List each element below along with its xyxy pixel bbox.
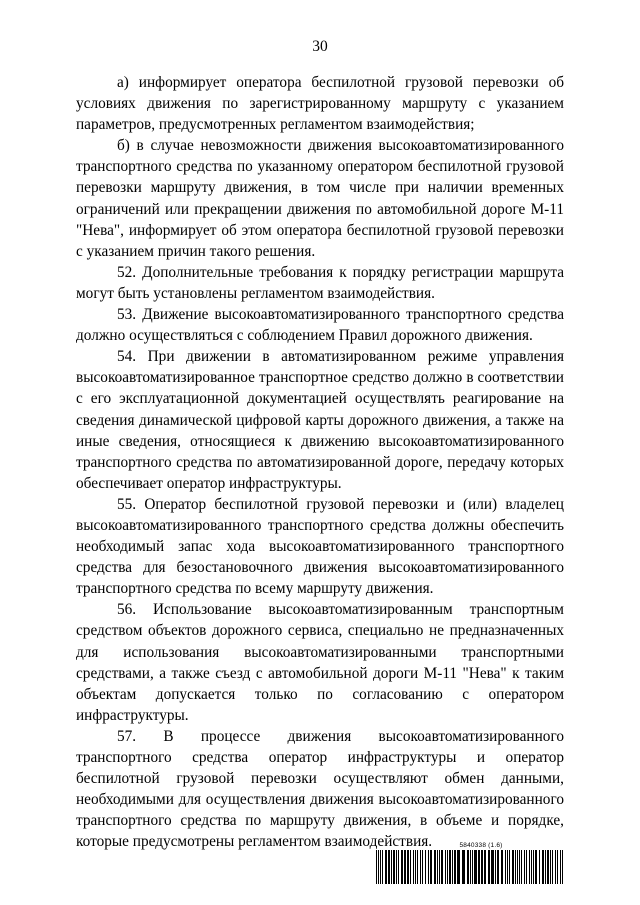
paragraph-56: 56. Использование высокоавтоматизированным транспортным средством объектов дорожного сервиса, специально не предназначенных для использования высокоавтоматизированными транспортными средствами, а также съезд с автомобильной дороги М-11 "Нева" к таким объектам допускается только по согласованию с оператором инфраструктуры. <box>76 601 564 724</box>
paragraph-b: б) в случае невозможности движения высокоавтоматизированного транспортного средства по указанному оператором беспилотной грузовой перевозки маршруту движения, в том числе при наличии временных ограничений или прекращении движения по автомобильной дороге М-11 "Нева", информирует об этом оператора беспилотной грузовой перевозки с указанием причин такого решения. <box>76 137 564 260</box>
paragraph-a: а) информирует оператора беспилотной грузовой перевозки об условиях движения по зарегистрированному маршруту с указанием параметров, предусмотренных регламентом взаимодействия; <box>76 74 564 134</box>
page-number: 30 <box>312 38 328 55</box>
paragraph-57: 57. В процессе движения высокоавтоматизированного транспортного средства оператор инфраструктуры и оператор беспилотной грузовой перевозки осуществляют обмен данными, необходимыми для осуществления движения высокоавтоматизированного транспортного средства по маршруту движения, в объеме и порядке, которые предусмотрены регламентом взаимодействия. <box>76 727 564 851</box>
paragraph-55: 55. Оператор беспилотной грузовой перевозки и (или) владелец высокоавтоматизированного транспортного средства должны обеспечить необходимый запас хода высокоавтоматизированного транспортного средства для безостановочного движения высокоавтоматизированного транспортного средства по всему маршруту движения. <box>76 495 564 598</box>
barcode-icon <box>376 850 566 884</box>
paragraph-54: 54. При движении в автоматизированном режиме управления высокоавтоматизированное транспортное средство должно в соответствии с его эксплуатационной документацией осуществлять реагирование на сведения динамической цифровой карты дорожного движения, а также на иные сведения, относящиеся к движению высокоавтоматизированного транспортного средства по автоматизированной дороге, передачу которых обеспечивает оператор инфраструктуры. <box>76 348 564 492</box>
paragraph-52: 52. Дополнительные требования к порядку регистрации маршрута могут быть установлены регламентом взаимодействия. <box>76 263 564 302</box>
barcode-block <box>376 842 566 884</box>
document-id: 5840338 (1.6) <box>459 842 503 849</box>
document-body <box>76 72 564 852</box>
paragraph-53: 53. Движение высокоавтоматизированного транспортного средства должно осуществляться с соблюдением Правил дорожного движения. <box>76 306 564 345</box>
